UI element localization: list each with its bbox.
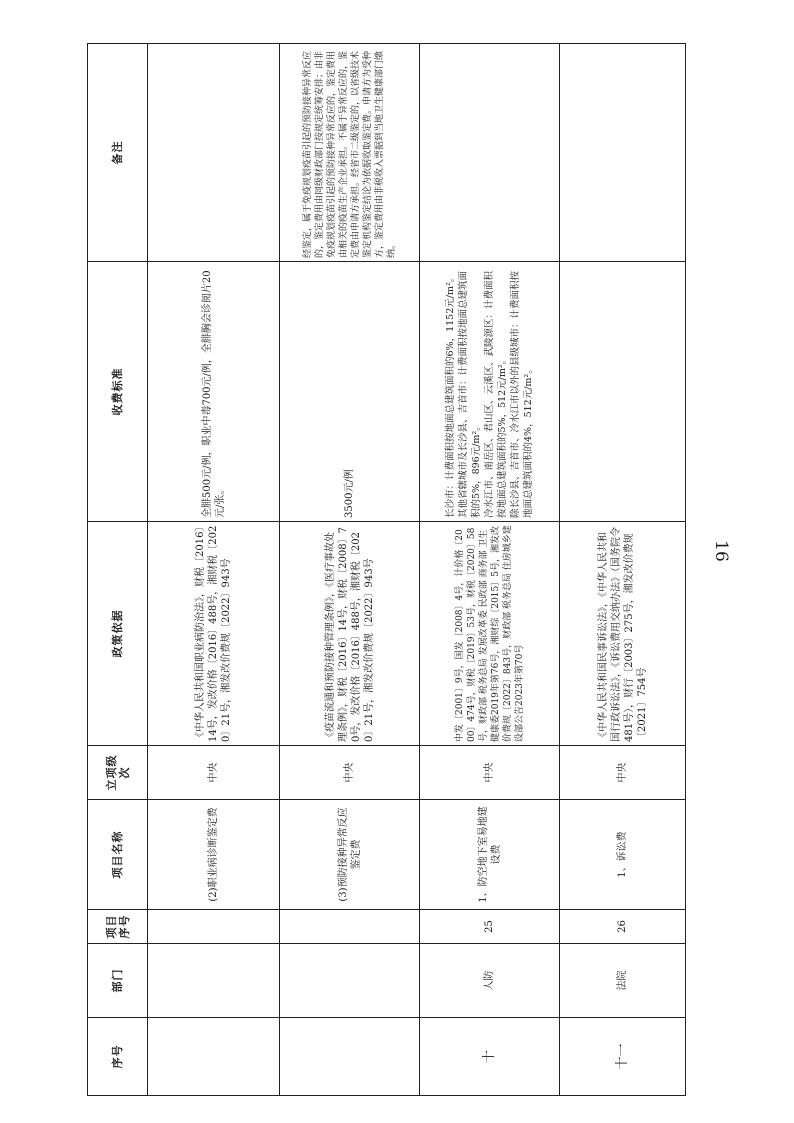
standard-line: 除长沙县、吉首市、冷水江市以外的县级城市：计费面积按地面总建筑面积的4%，512元/m²。 [510, 270, 534, 518]
cell-item-name: (3)预防接种异常反应鉴定费 [280, 800, 420, 910]
header-dept: 部门 [88, 944, 148, 1018]
fee-table [87, 43, 686, 1096]
cell-level: 中央 [420, 746, 560, 800]
cell-item-name: 1、防空地下室易地建设费 [420, 800, 560, 910]
table-row [280, 44, 420, 1096]
table-row [420, 44, 560, 1096]
cell-item-no: 25 [420, 910, 560, 944]
cell-basis: 中发〔2001〕9号，国发〔2008〕4号，计价格〔2000〕474号，财税〔2019〕53号，财税〔2020〕58号，财政部 税务总局 发展改革委 民政部 商务部 卫生健康委2019年第76号，湘财综〔2015〕5号，湘发改价费规〔2022〕843号，财政部 税务总局 住房城乡建设部公告2023年第70号 [420, 522, 560, 746]
cell-dept [280, 944, 420, 1018]
header-remark: 备注 [88, 44, 148, 262]
cell-standard: 3500元/例 [280, 262, 420, 522]
cell-seq [280, 1018, 420, 1096]
standard-line: 长沙市：计费面积按地面总建筑面积的6%，1152元/m²。 [445, 272, 456, 518]
cell-dept: 人防 [420, 944, 560, 1018]
cell-level: 中央 [148, 746, 280, 800]
cell-standard [560, 262, 686, 522]
cell-dept [148, 944, 280, 1018]
cell-remark [420, 44, 560, 262]
cell-item-no: 26 [560, 910, 686, 944]
cell-basis: 《中华人民共和国职业病防治法》，财税〔2016〕14号，发改价格〔2016〕488号，湘财税〔2020〕21号，湘发改价费规〔2022〕943号 [148, 522, 280, 746]
cell-level: 中央 [560, 746, 686, 800]
rotated-fee-table-wrapper [87, 44, 685, 1096]
header-item-name: 项目名称 [88, 800, 148, 910]
page-number: 16 [711, 540, 731, 562]
table-row [560, 44, 686, 1096]
cell-item-name: 1、诉讼费 [560, 800, 686, 910]
cell-remark [148, 44, 280, 262]
cell-dept: 法院 [560, 944, 686, 1018]
cell-seq: 十 [420, 1018, 560, 1096]
header-basis: 政策依据 [88, 522, 148, 746]
cell-seq: 十一 [560, 1018, 686, 1096]
cell-standard [420, 262, 560, 522]
header-level: 立项级次 [88, 746, 148, 800]
cell-seq [148, 1018, 280, 1096]
cell-item-no [148, 910, 280, 944]
cell-basis: 《中华人民共和国民事诉讼法》，《中华人民共和国行政诉讼法》，《诉讼费用交纳办法》（国务院令481号），财行〔2003〕275号，湘发改价费规〔2021〕754号 [560, 522, 686, 746]
header-standard: 收费标准 [88, 262, 148, 522]
standard-line: 冷水江市、南岳区、君山区、云溪区、武陵源区：计费面积按地面总建筑面积的5%，512元/m²。 [484, 270, 508, 518]
cell-standard: 全腓500元/例，职业中毒700元/例，全腓胸会诊阅片20元/张。 [148, 262, 280, 522]
header-item-no: 项目序号 [88, 910, 148, 944]
header-seq: 序号 [88, 1018, 148, 1096]
header-row [88, 44, 148, 1096]
standard-line: 其他省辖城市及长沙县、吉首市：计费面积按地面总建筑面积的5%，896元/m²。 [458, 270, 482, 518]
cell-basis: 《疫苗流通和预防接种管理条例》，《医疗事故处理条例》，财税〔2016〕14号，财税〔2008〕70号，发改价格〔2016〕488号，湘财税〔2020〕21号，湘发改价费规〔2022〕943号 [280, 522, 420, 746]
cell-item-no [280, 910, 420, 944]
cell-level: 中央 [280, 746, 420, 800]
cell-remark [560, 44, 686, 262]
table-row [148, 44, 280, 1096]
cell-remark: 经鉴定，属于免疫规划疫苗引起的预防接种异常反应的，鉴定费用由同级财政部门按规定统筹安排；由非免疫规划疫苗引起的预防接种异常反应的，鉴定费用由相关的疫苗生产企业承担。不属于异常反应的，鉴定费由申请方承担。经省市二级鉴定的，以省级技术鉴定机构鉴定结论为依据收取鉴定费。申请方为受种方，鉴定费用由非税收入票据到当地卫生健康部门缴纳。 [280, 44, 420, 262]
cell-item-name: (2)职业病诊断鉴定费 [148, 800, 280, 910]
